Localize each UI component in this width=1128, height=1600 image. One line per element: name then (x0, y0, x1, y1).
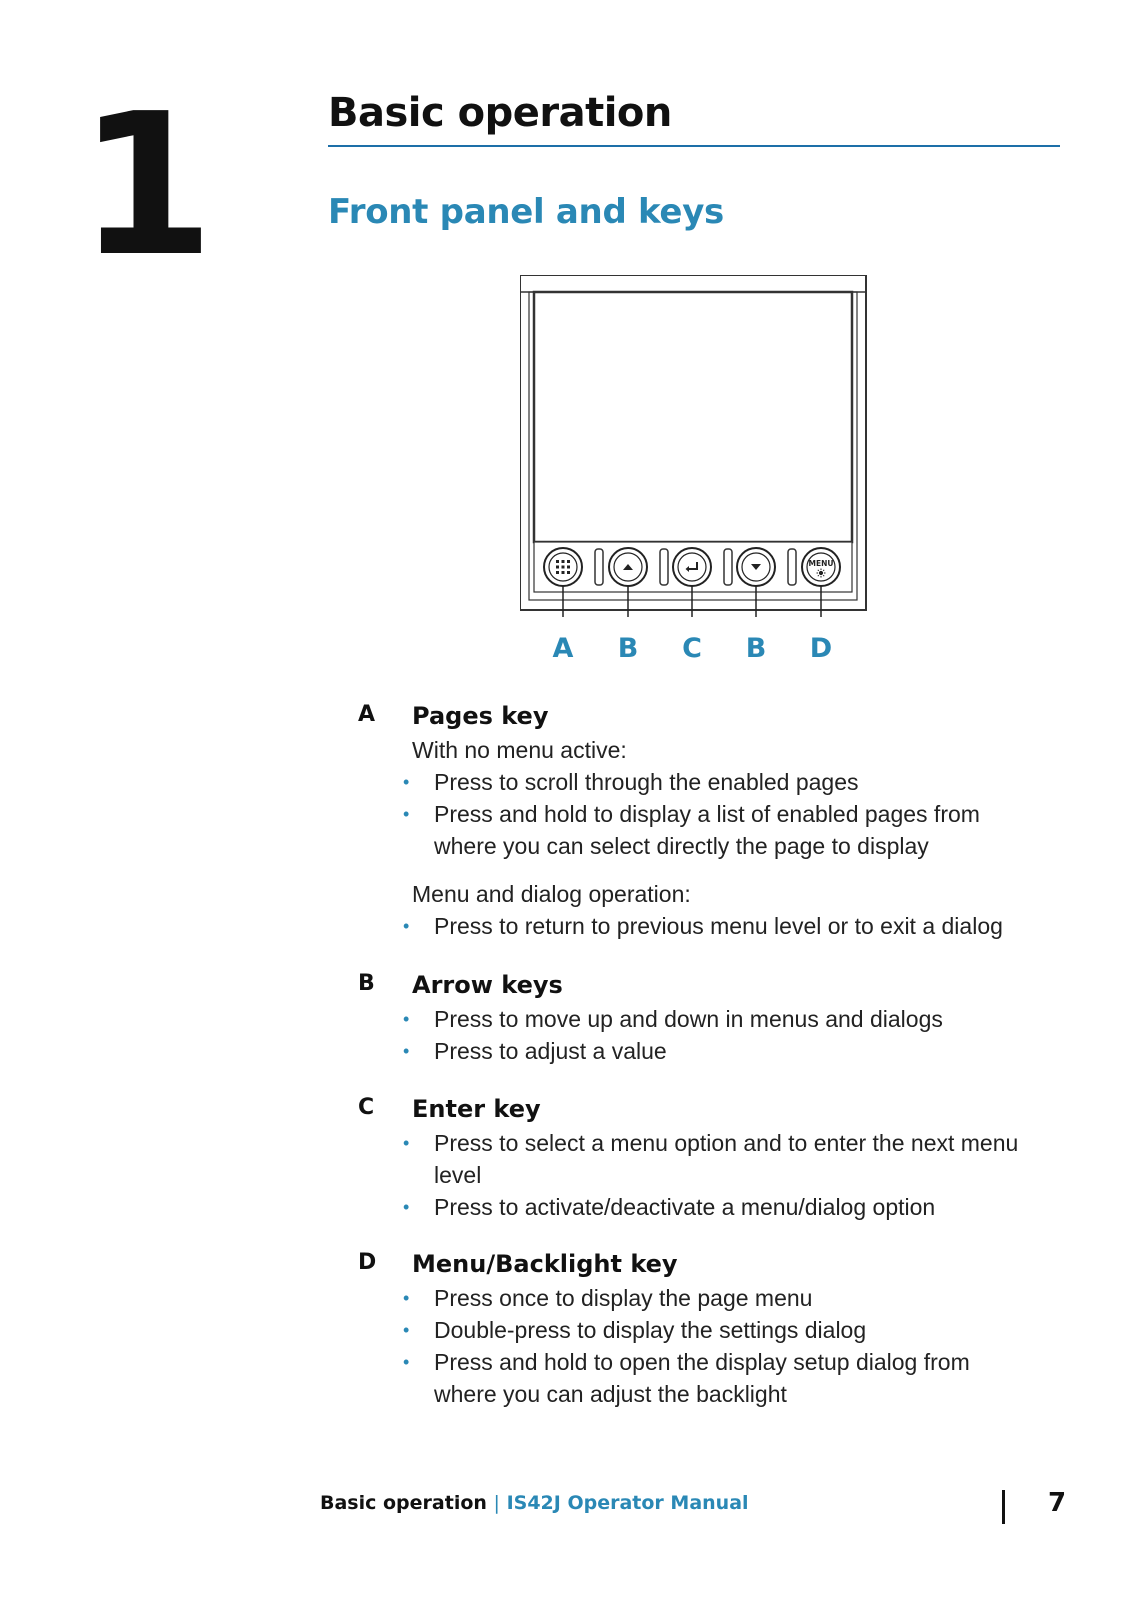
footer-separator: | (493, 1492, 500, 1514)
bullet-item: • Press to adjust a value (412, 1035, 1072, 1067)
front-panel-figure (520, 275, 876, 675)
callout-d: D (809, 633, 833, 664)
bullet-item: • Press to scroll through the enabled pages (412, 766, 1072, 798)
key-letter: D (358, 1250, 377, 1275)
page-number-divider (1002, 1490, 1005, 1524)
menu-backlight-key-button (802, 548, 840, 586)
callout-c: C (682, 633, 702, 664)
bullet-icon: • (403, 1320, 410, 1340)
callout-a: A (552, 633, 574, 664)
bullet-icon: • (403, 804, 410, 824)
backlight-sun-icon (817, 569, 826, 578)
pages-grid-icon (556, 560, 570, 574)
section-title: Front panel and keys (328, 192, 724, 232)
bullet-item: • Press to activate/deactivate a menu/dialog option (412, 1191, 1072, 1223)
bullet-continuation: level (434, 1162, 482, 1188)
bullet-item: • Press to return to previous menu level or to exit a dialog (412, 910, 1072, 942)
key-title: Pages key (412, 702, 549, 730)
bullet-icon: • (403, 1288, 410, 1308)
pages-key-button (544, 548, 582, 586)
bullet-icon: • (403, 1041, 410, 1061)
enter-key-button (673, 548, 711, 586)
key-letter: C (358, 1095, 375, 1120)
bullet-icon: • (403, 1133, 410, 1153)
key-title: Menu/Backlight key (412, 1250, 678, 1278)
title-divider (328, 145, 1060, 147)
bullet-item: • Press once to display the page menu (412, 1282, 1072, 1314)
callout-b: B (617, 633, 639, 664)
bullet-item: • Press and hold to display a list of enabled pages from (412, 798, 1072, 830)
key-letter: B (358, 971, 375, 996)
key-title: Arrow keys (412, 971, 563, 999)
page-title: Basic operation (328, 90, 672, 136)
arrow-up-key-button (609, 548, 647, 586)
chapter-number: 1 (78, 72, 215, 300)
bullet-continuation: where you can select directly the page to display (434, 833, 929, 859)
bullet-item: • Press and hold to open the display setup dialog from (412, 1346, 1072, 1378)
page-footer (320, 1492, 749, 1514)
key-intro: With no menu active: (412, 737, 627, 763)
bullet-item: • Press to move up and down in menus and dialogs (412, 1003, 1072, 1035)
key-letter: A (358, 702, 376, 727)
menu-key-label: MENU (808, 559, 834, 568)
callout-b-2: B (745, 633, 767, 664)
device-screen (534, 292, 852, 542)
bullet-icon: • (403, 772, 410, 792)
bullet-item: • Press to select a menu option and to enter the next menu (412, 1127, 1072, 1159)
arrow-down-key-button (737, 548, 775, 586)
footer-manual-title: IS42J Operator Manual (506, 1492, 749, 1514)
bullet-icon: • (403, 1009, 410, 1029)
front-panel-drawing (520, 275, 876, 625)
footer-section: Basic operation (320, 1492, 487, 1514)
bullet-icon: • (403, 916, 410, 936)
bullet-icon: • (403, 1352, 410, 1372)
key-intro: Menu and dialog operation: (412, 881, 691, 907)
bullet-continuation: where you can adjust the backlight (434, 1381, 787, 1407)
bullet-item: • Double-press to display the settings dialog (412, 1314, 1072, 1346)
bullet-icon: • (403, 1197, 410, 1217)
key-title: Enter key (412, 1095, 541, 1123)
page-number: 7 (1048, 1488, 1067, 1518)
